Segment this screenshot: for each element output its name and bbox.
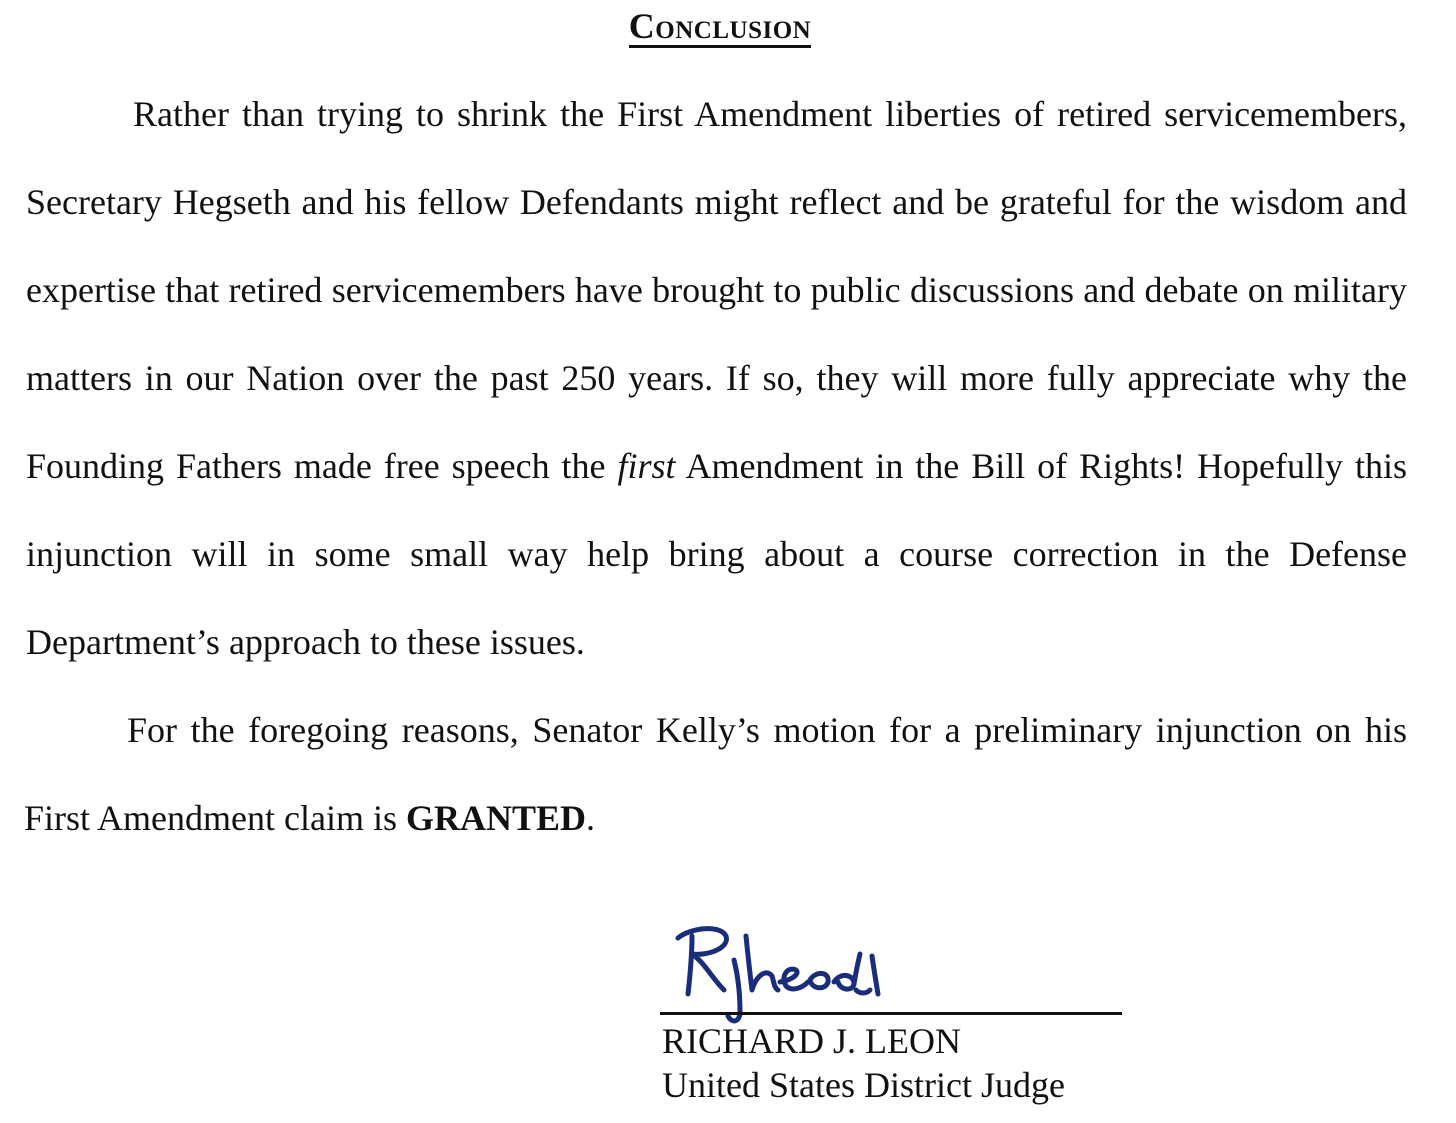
ruling-paragraph [24, 686, 1407, 862]
signature-block [660, 920, 1130, 1110]
paragraph-text-continued: Amendment in the Bill of Rights! Hopefully this injunction will in some small way help bring about a course correction in the Defense Department’s approach to these issues. [26, 446, 1407, 662]
conclusion-paragraph [26, 70, 1407, 686]
judge-name: RICHARD J. LEON [662, 1021, 962, 1061]
paragraph-text: Rather than trying to shrink the First Amendment liberties of retired servicemembers, Secretary Hegseth and his fellow Defendants might reflect and be grateful for the wisdom and expertise that retired servicemembers have brought to public discussions and debate on military matters in our Nation over the past 250 years. If so, they will more fully appreciate why the Founding Fathers made free speech the [26, 94, 1407, 486]
section-heading-text: Conclusion [628, 6, 812, 46]
section-heading [0, 4, 1440, 48]
italic-emphasis: first [617, 446, 676, 486]
ruling-text: For the foregoing reasons, Senator Kelly’s motion for a preliminary injunction on his First Amendment claim is [24, 710, 1407, 838]
ruling-period: . [586, 798, 596, 838]
judge-title: United States District Judge [662, 1065, 1065, 1105]
granted-emphasis: GRANTED [405, 798, 587, 838]
signature-line [660, 1012, 1122, 1015]
